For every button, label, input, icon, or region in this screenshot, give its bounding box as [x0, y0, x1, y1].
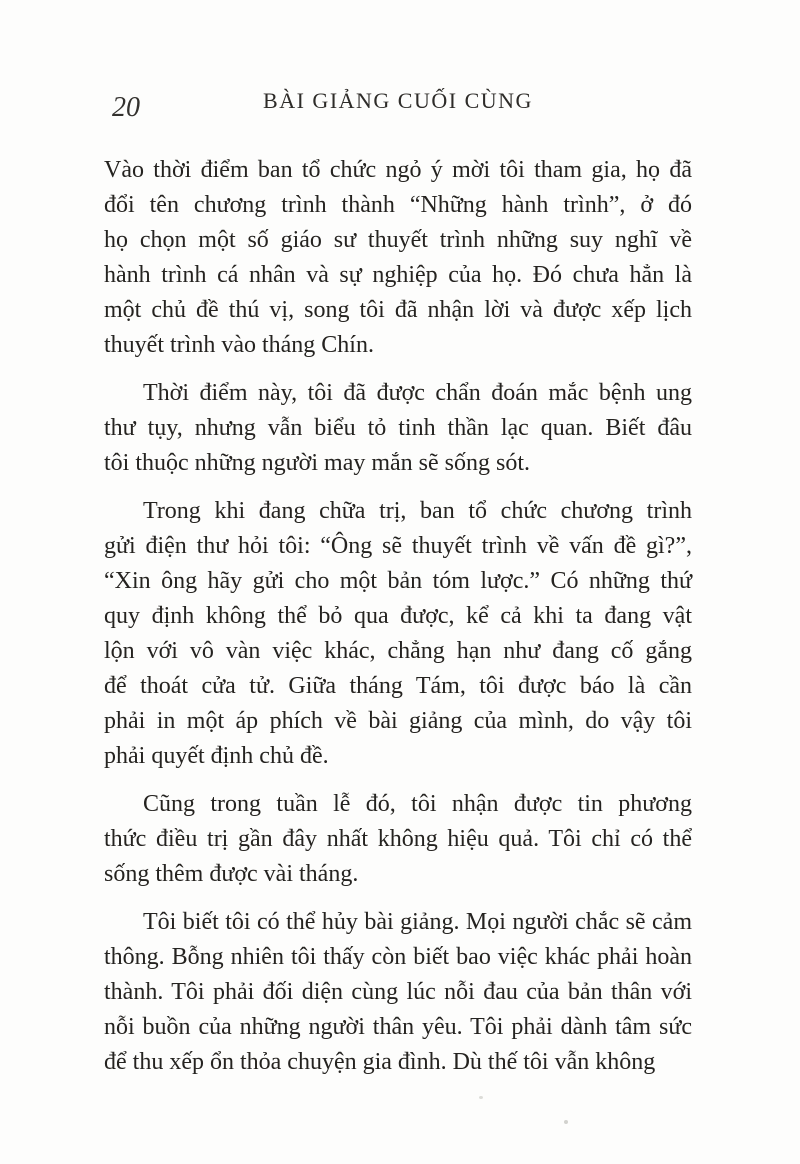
- text-line: “Xin ông hãy gửi cho một bản tóm lược.” Có những thứ: [104, 568, 692, 594]
- text-line: họ chọn một số giáo sư thuyết trình những suy nghĩ về: [104, 227, 692, 253]
- text-line: Tôi biết tôi có thể hủy bài giảng. Mọi người chắc sẽ cảm: [143, 909, 692, 935]
- text-line: tôi thuộc những người may mắn sẽ sống sót.: [104, 450, 531, 476]
- scan-speck: [479, 1096, 483, 1099]
- text-line: để thoát cửa tử. Giữa tháng Tám, tôi được báo là cần: [104, 673, 692, 699]
- text-line: Thời điểm này, tôi đã được chẩn đoán mắc bệnh ung: [143, 380, 692, 406]
- paragraph: [104, 787, 692, 892]
- text-line: để thu xếp ổn thỏa chuyện gia đình. Dù thế tôi vẫn không: [104, 1049, 656, 1075]
- running-head-title: BÀI GIẢNG CUỐI CÙNG: [263, 88, 533, 113]
- text-line: Cũng trong tuần lễ đó, tôi nhận được tin phương: [143, 791, 692, 817]
- text-line: một chủ đề thú vị, song tôi đã nhận lời và được xếp lịch: [104, 297, 692, 323]
- text-line: phải in một áp phích về bài giảng của mình, do vậy tôi: [104, 708, 692, 734]
- text-line: lộn với vô vàn việc khác, chẳng hạn như đang cố gắng: [104, 638, 692, 664]
- text-line: đổi tên chương trình thành “Những hành trình”, ở đó: [104, 192, 692, 218]
- paragraph: [104, 905, 692, 1080]
- text-line: thành. Tôi phải đối diện cùng lúc nỗi đau của bản thân với: [104, 979, 692, 1005]
- text-line: sống thêm được vài tháng.: [104, 861, 359, 887]
- text-line: Vào thời điểm ban tổ chức ngỏ ý mời tôi tham gia, họ đã: [104, 157, 692, 183]
- paragraph: [104, 153, 692, 363]
- text-line: thư tụy, nhưng vẫn biểu tỏ tinh thần lạc quan. Biết đâu: [104, 415, 692, 441]
- page-body: [104, 153, 692, 1093]
- text-line: thuyết trình vào tháng Chín.: [104, 332, 374, 358]
- paragraph: [104, 376, 692, 481]
- text-line: thông. Bỗng nhiên tôi thấy còn biết bao việc khác phải hoàn: [104, 944, 692, 970]
- text-line: gửi điện thư hỏi tôi: “Ông sẽ thuyết trình về vấn đề gì?”,: [104, 533, 692, 559]
- text-line: quy định không thể bỏ qua được, kể cả khi ta đang vật: [104, 603, 692, 629]
- text-line: phải quyết định chủ đề.: [104, 743, 329, 769]
- text-line: hành trình cá nhân và sự nghiệp của họ. Đó chưa hẳn là: [104, 262, 692, 288]
- text-line: Trong khi đang chữa trị, ban tổ chức chương trình: [143, 498, 692, 524]
- text-line: thức điều trị gần đây nhất không hiệu quả. Tôi chỉ có thể: [104, 826, 692, 852]
- paragraph: [104, 494, 692, 774]
- page-number: 20: [112, 92, 140, 123]
- text-line: nỗi buồn của những người thân yêu. Tôi phải dành tâm sức: [104, 1014, 692, 1040]
- scan-speck: [564, 1120, 568, 1124]
